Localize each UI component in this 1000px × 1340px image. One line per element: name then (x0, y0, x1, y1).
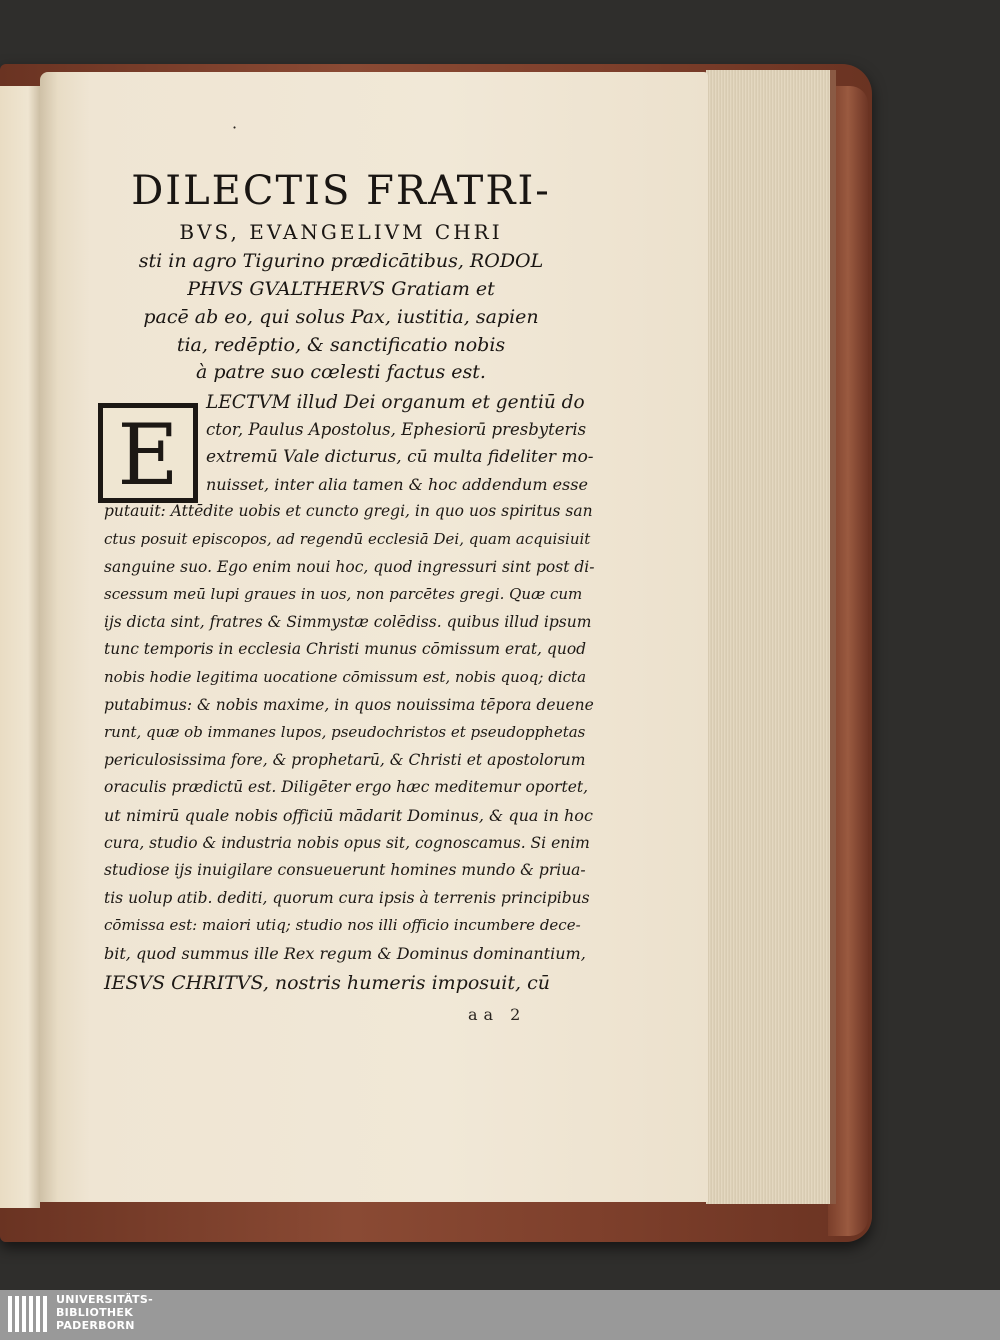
heading-line: pacē ab eo, qui solus Pax, iustitia, sapien (143, 306, 539, 328)
initial-letter: E (117, 406, 179, 504)
body-line: putauit: Attēdite uobis et cuncto gregi, in quo uos spiritus san (104, 502, 593, 521)
body-line: oraculis prædictū est. Diligēter ergo hæc meditemur oportet, (104, 778, 589, 797)
institution-line-1: UNIVERSITÄTS- (56, 1293, 153, 1306)
institution-line-2: BIBLIOTHEK (56, 1306, 134, 1319)
heading-caps-line: BVS, EVANGELIVM CHRI (179, 220, 503, 244)
body-line: cōmissa est: maiori utiq; studio nos illi officio incumbere dece- (104, 916, 581, 935)
heading-line: sti in agro Tigurino prædicātibus, RODOL (138, 250, 544, 272)
body-line: LECTVM illud Dei organum et gentiū do (206, 392, 585, 413)
body-line: putabimus: & nobis maxime, in quos nouissima tēpora deuene (104, 695, 594, 714)
page-block-edges (706, 70, 836, 1204)
body-line: ut nimirū quale nobis officiū mādarit Dominus, & qua in hoc (104, 806, 593, 825)
heading-title: DILECTIS FRATRI- (131, 168, 551, 214)
body-line: IESVS CHRITVS, nostris humeris imposuit, cū (104, 971, 550, 994)
body-line: ijs dicta sint, fratres & Simmystæ colēdiss. quibus illud ipsum (104, 612, 592, 631)
decorated-initial (98, 403, 198, 503)
body-line: ctor, Paulus Apostolus, Ephesiorū presbyteris (206, 419, 587, 439)
page-mark: · (232, 118, 238, 137)
library-logo-icon (8, 1294, 48, 1336)
heading-line: tia, redēptio, & sanctificatio nobis (176, 334, 506, 356)
body-line: ctus posuit episcopos, ad regendū ecclesiā Dei, quam acquisiuit (104, 530, 591, 548)
body-line: bit, quod summus ille Rex regum & Dominus dominantium, (104, 944, 586, 963)
body-line: tis uolup atib. dediti, quorum cura ipsis à terrenis principibus (104, 888, 590, 907)
body-line: extremū Vale dicturus, cū multa fideliter mo- (206, 447, 594, 468)
signature-mark: aa 2 (468, 1005, 527, 1024)
body-line: tunc temporis in ecclesia Christi munus cōmissum erat, quod (104, 640, 587, 659)
initial-panel (103, 406, 193, 504)
body-line: cura, studio & industria nobis opus sit, cognoscamus. Si enim (104, 833, 590, 852)
body-line: periculosissima fore, & prophetarū, & Christi et apostolorum (104, 750, 586, 769)
heading-line: à patre suo cœlesti factus est. (196, 361, 486, 383)
body-line: scessum meū lupi graues in uos, non parcētes gregi. Quæ cum (104, 585, 583, 604)
body-line: sanguine suo. Ego enim noui hoc, quod ingressuri sint post di- (104, 557, 595, 576)
left-page-edge (0, 86, 40, 1208)
body-line: nobis hodie legitima uocatione cōmissum est, nobis quoq; dicta (104, 668, 587, 686)
body-line: nuisset, inter alia tamen & hoc addendum esse (206, 474, 588, 494)
body-line: runt, quæ ob immanes lupos, pseudochristos et pseudopphetas (104, 723, 586, 742)
heading-line: PHVS GVALTHERVS Gratiam et (187, 278, 495, 300)
body-line: studiose ijs inuigilare consueuerunt homines mundo & priua- (104, 861, 586, 880)
institution-line-3: PADERBORN (56, 1319, 135, 1332)
